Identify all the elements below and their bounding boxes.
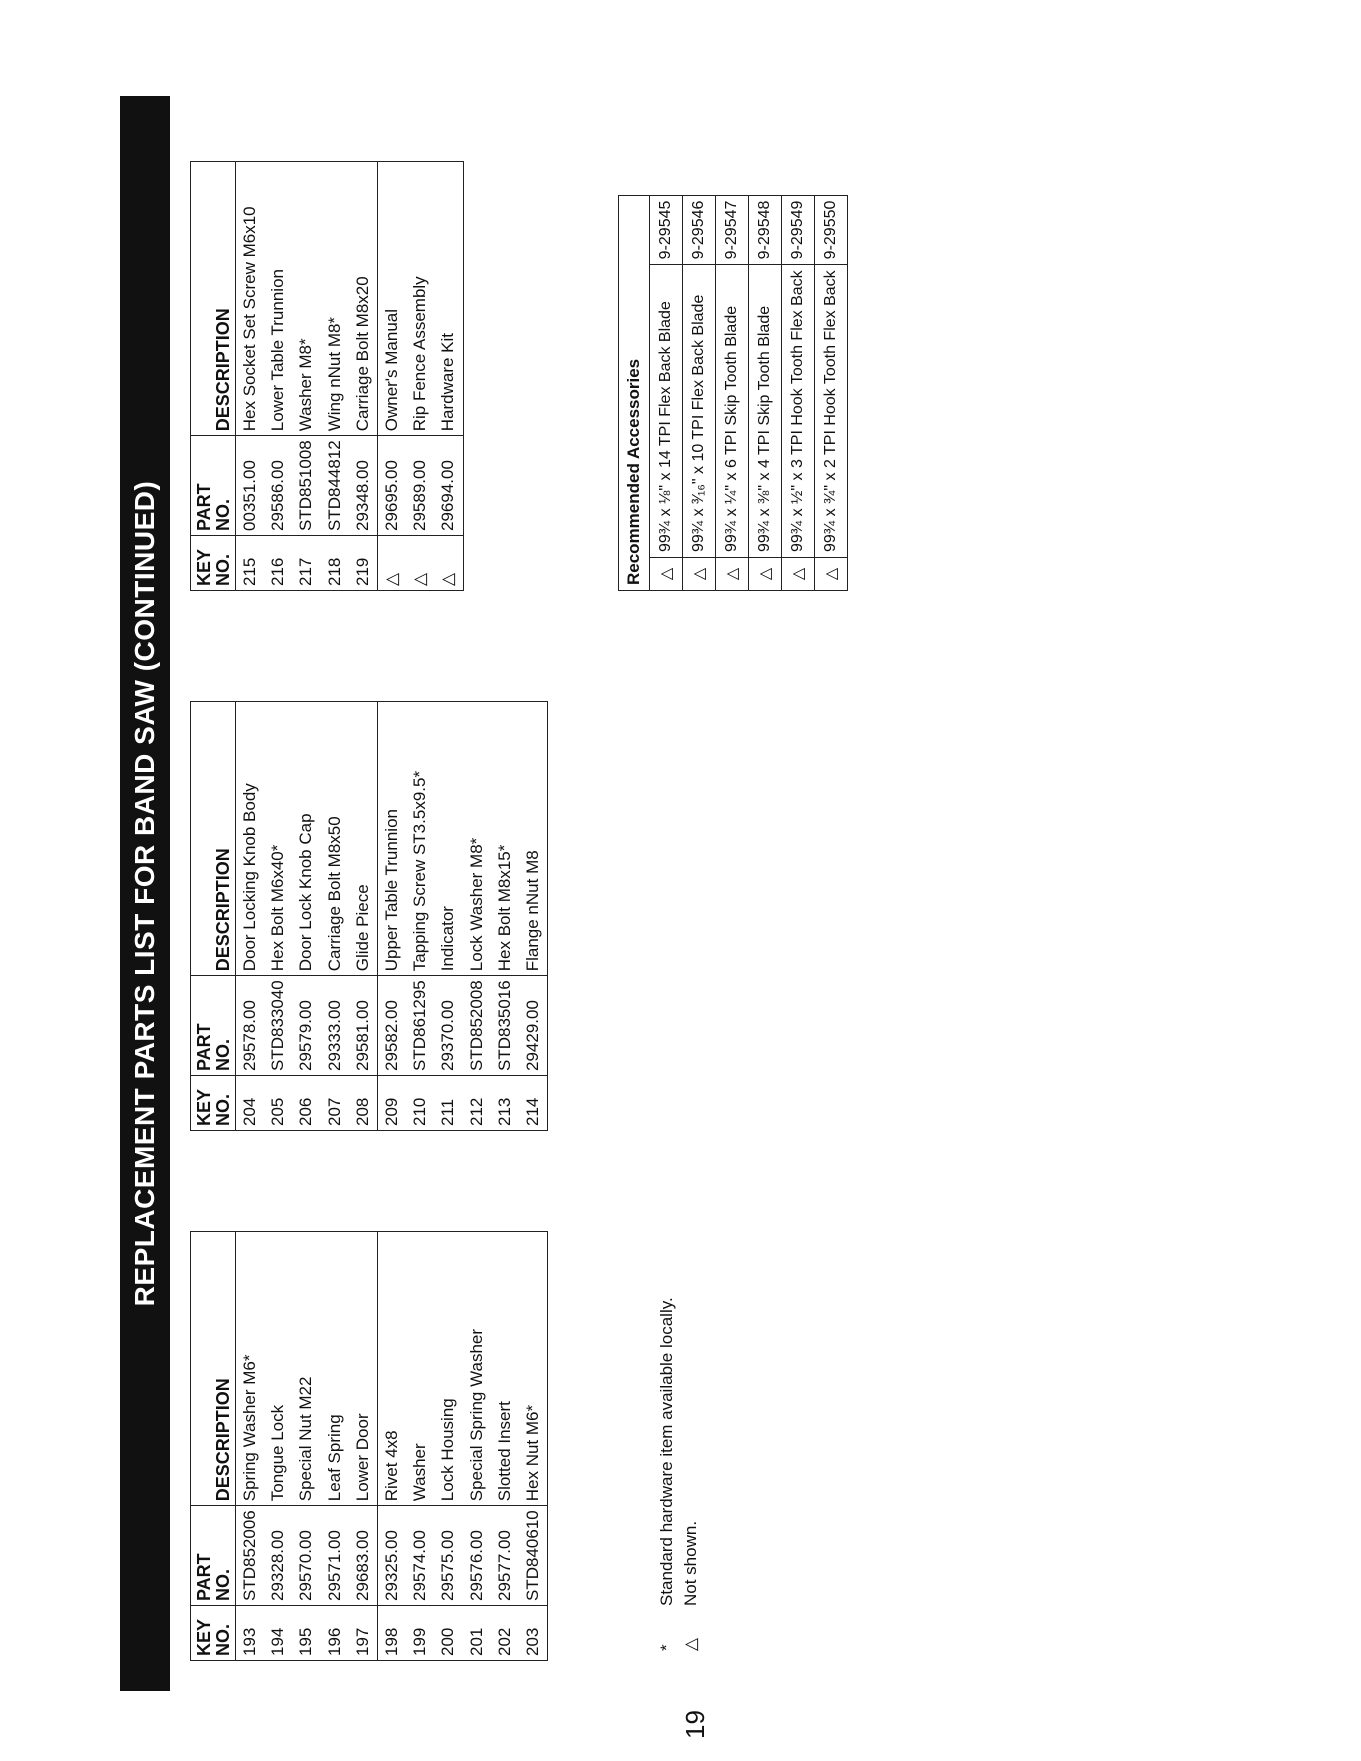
accessory-description: 99¾ x ⅜" x 4 TPI Skip Tooth Blade (749, 265, 782, 558)
description-cell: Rip Fence Assembly (410, 276, 430, 432)
accessory-part-no: 9-29546 (683, 195, 716, 265)
key-no-cell: 213 (491, 1076, 519, 1131)
description-cell: Washer (410, 1443, 430, 1502)
description-header: DESCRIPTION (191, 162, 236, 436)
part-no-cell: STD861295 (406, 976, 434, 1076)
key-no-cell: 207 (321, 1076, 349, 1131)
table-row (264, 702, 292, 1131)
part-no-cell: 00351.00 (236, 436, 265, 536)
key-no-cell: 202 (491, 1606, 519, 1661)
key-no-cell: 195 (292, 1606, 320, 1661)
part-no-cell: STD852006 (236, 1506, 265, 1606)
table-row (321, 162, 349, 591)
key-no-cell: 211 (434, 1076, 462, 1131)
accessory-description: 99¾ x ¾" x 2 TPI Hook Tooth Flex Back (815, 265, 848, 558)
part-no-cell: 29571.00 (321, 1506, 349, 1606)
table-row (349, 162, 378, 591)
description-cell: Indicator (438, 906, 458, 972)
accessories-table (618, 195, 848, 591)
key-no-cell: 203 (519, 1606, 548, 1661)
description-cell: Hex Bolt M8x15* (494, 844, 514, 972)
table-row (519, 1232, 548, 1661)
key-no-cell: 206 (292, 1076, 320, 1131)
description-cell: Hex Bolt M6x40* (268, 844, 288, 972)
description-cell: Flange nNut M8 (522, 850, 542, 972)
description-cell: Lock Washer M8* (466, 837, 486, 972)
key-no-cell: 210 (406, 1076, 434, 1131)
key-no-cell: 212 (463, 1076, 491, 1131)
part-no-cell: STD840610 (519, 1506, 548, 1606)
accessory-part-no: 9-29549 (782, 195, 815, 265)
key-no-cell: 219 (349, 536, 378, 591)
parts-table-3 (190, 161, 464, 591)
description-cell: Lower Door (352, 1413, 372, 1502)
part-no-cell: STD835016 (491, 976, 519, 1076)
key-no-header: KEY NO. (191, 536, 236, 591)
key-no-cell: 208 (349, 1076, 378, 1131)
not-shown-icon: △ (716, 558, 749, 591)
table-row (815, 195, 848, 590)
key-no-cell: 196 (321, 1606, 349, 1661)
description-cell: Leaf Spring (324, 1414, 344, 1502)
table-row (321, 702, 349, 1131)
part-no-cell: 29429.00 (519, 976, 548, 1076)
description-header: DESCRIPTION (191, 1232, 236, 1506)
table-row (782, 195, 815, 590)
description-cell: Special Spring Washer (466, 1328, 486, 1502)
table-row (377, 1232, 406, 1661)
footnote: △ Not shown. (681, 1520, 700, 1651)
description-header: DESCRIPTION (191, 702, 236, 976)
page-title: REPLACEMENT PARTS LIST FOR BAND SAW (CONTINUED) (120, 96, 170, 1691)
accessories-title: Recommended Accessories (619, 195, 650, 590)
description-cell: Hardware Kit (438, 333, 458, 432)
description-cell: Rivet 4x8 (377, 1232, 406, 1506)
key-no-cell: 200 (434, 1606, 462, 1661)
part-no-cell: 29578.00 (236, 976, 265, 1076)
accessory-part-no: 9-29547 (716, 195, 749, 265)
part-no-cell: 29683.00 (349, 1506, 378, 1606)
description-cell: Special Nut M22 (296, 1376, 316, 1502)
table-row (349, 1232, 378, 1661)
description-cell: Lower Table Trunnion (268, 269, 288, 432)
key-no-cell: 199 (406, 1606, 434, 1661)
table-row (349, 702, 378, 1131)
description-cell: Carriage Bolt M8x50 (324, 816, 344, 972)
table-row (264, 1232, 292, 1661)
accessory-part-no: 9-29548 (749, 195, 782, 265)
table-row (406, 1232, 434, 1661)
accessory-description: 99¾ x ¼" x 6 TPI Skip Tooth Blade (716, 265, 749, 558)
description-cell: Hex Nut M6* (522, 1404, 542, 1502)
key-no-cell: 209 (377, 1076, 406, 1131)
key-no-cell: 201 (463, 1606, 491, 1661)
table-row (292, 1232, 320, 1661)
description-cell: Hex Socket Set Screw M6x10 (240, 206, 260, 432)
part-no-header: PART NO. (191, 976, 236, 1076)
key-no-header: KEY NO. (191, 1076, 236, 1131)
table-row (650, 195, 683, 590)
table-row (406, 162, 434, 591)
part-no-header: PART NO. (191, 1506, 236, 1606)
table-row (434, 1232, 462, 1661)
part-no-cell: 29333.00 (321, 976, 349, 1076)
table-row (236, 702, 265, 1131)
parts-table-1 (190, 1231, 548, 1661)
part-no-cell: 29570.00 (292, 1506, 320, 1606)
description-cell: Spring Washer M6* (240, 1354, 260, 1502)
table-row (377, 162, 406, 591)
part-no-cell: 29579.00 (292, 976, 320, 1076)
key-no-cell: 217 (292, 536, 320, 591)
not-shown-icon: △ (749, 558, 782, 591)
not-shown-icon: △ (815, 558, 848, 591)
part-no-cell: STD844812 (321, 436, 349, 536)
key-no-cell: 197 (349, 1606, 378, 1661)
table-row (236, 162, 265, 591)
description-cell: Upper Table Trunnion (377, 702, 406, 976)
table-row (292, 702, 320, 1131)
part-no-cell: 29348.00 (349, 436, 378, 536)
part-no-cell: 29695.00 (377, 436, 406, 536)
table-row (264, 162, 292, 591)
accessory-description: 99¾ x ³⁄₁₆" x 10 TPI Flex Back Blade (683, 265, 716, 558)
table-row (749, 195, 782, 590)
table-row (292, 162, 320, 591)
table-row (491, 702, 519, 1131)
table-row (434, 162, 463, 591)
key-no-cell: 198 (377, 1606, 406, 1661)
table-row (716, 195, 749, 590)
table-row (236, 1232, 265, 1661)
key-no-cell: 194 (264, 1606, 292, 1661)
table-row (434, 702, 462, 1131)
description-cell: Washer M8* (296, 338, 316, 432)
description-cell: Glide Piece (352, 884, 372, 972)
key-no-cell: 215 (236, 536, 265, 591)
key-no-cell: △ (434, 536, 463, 591)
part-no-cell: 29574.00 (406, 1506, 434, 1606)
not-shown-icon: △ (650, 558, 683, 591)
part-no-cell: 29694.00 (434, 436, 463, 536)
table-row (406, 702, 434, 1131)
footnote: * Standard hardware item available locally. (657, 1297, 676, 1651)
accessory-description: 99¾ x ½" x 3 TPI Hook Tooth Flex Back (782, 265, 815, 558)
description-cell: Door Lock Knob Cap (296, 813, 316, 972)
part-no-cell: 29586.00 (264, 436, 292, 536)
table-row (683, 195, 716, 590)
header-row (191, 702, 236, 1131)
part-no-cell: 29328.00 (264, 1506, 292, 1606)
description-cell: Carriage Bolt M8x20 (352, 276, 372, 432)
key-no-cell: 216 (264, 536, 292, 591)
not-shown-icon: △ (782, 558, 815, 591)
part-no-header: PART NO. (191, 436, 236, 536)
description-cell: Tapping Screw ST3.5x9.5* (410, 770, 430, 972)
description-cell: Door Locking Knob Body (240, 783, 260, 972)
part-no-cell: 29582.00 (377, 976, 406, 1076)
part-no-cell: 29577.00 (491, 1506, 519, 1606)
table-row (463, 1232, 491, 1661)
key-no-cell: 214 (519, 1076, 548, 1131)
table-row (491, 1232, 519, 1661)
part-no-cell: 29581.00 (349, 976, 378, 1076)
table-row (321, 1232, 349, 1661)
part-no-cell: 29370.00 (434, 976, 462, 1076)
page-number: 19 (680, 1710, 710, 1739)
footnotes (655, 1297, 703, 1651)
part-no-cell: 29576.00 (463, 1506, 491, 1606)
description-cell: Tongue Lock (268, 1404, 288, 1502)
key-no-cell: 193 (236, 1606, 265, 1661)
accessory-part-no: 9-29550 (815, 195, 848, 265)
table-row (463, 702, 491, 1131)
part-no-cell: 29589.00 (406, 436, 434, 536)
part-no-cell: STD852008 (463, 976, 491, 1076)
description-cell: Owner's Manual (377, 162, 406, 436)
not-shown-icon: △ (683, 558, 716, 591)
parts-table-2 (190, 701, 548, 1131)
key-no-cell: 205 (264, 1076, 292, 1131)
accessory-part-no: 9-29545 (650, 195, 683, 265)
accessory-description: 99¾ x ⅛" x 14 TPI Flex Back Blade (650, 265, 683, 558)
key-no-header: KEY NO. (191, 1606, 236, 1661)
part-no-cell: 29575.00 (434, 1506, 462, 1606)
table-row (377, 702, 406, 1131)
description-cell: Wing nNut M8* (324, 316, 344, 432)
table-row (519, 702, 548, 1131)
header-row (191, 1232, 236, 1661)
key-no-cell: △ (406, 536, 434, 591)
part-no-cell: STD851008 (292, 436, 320, 536)
key-no-cell: 218 (321, 536, 349, 591)
description-cell: Lock Housing (438, 1398, 458, 1502)
header-row (191, 162, 236, 591)
description-cell: Slotted Insert (494, 1401, 514, 1502)
key-no-cell: △ (377, 536, 406, 591)
part-no-cell: 29325.00 (377, 1506, 406, 1606)
key-no-cell: 204 (236, 1076, 265, 1131)
part-no-cell: STD833040 (264, 976, 292, 1076)
